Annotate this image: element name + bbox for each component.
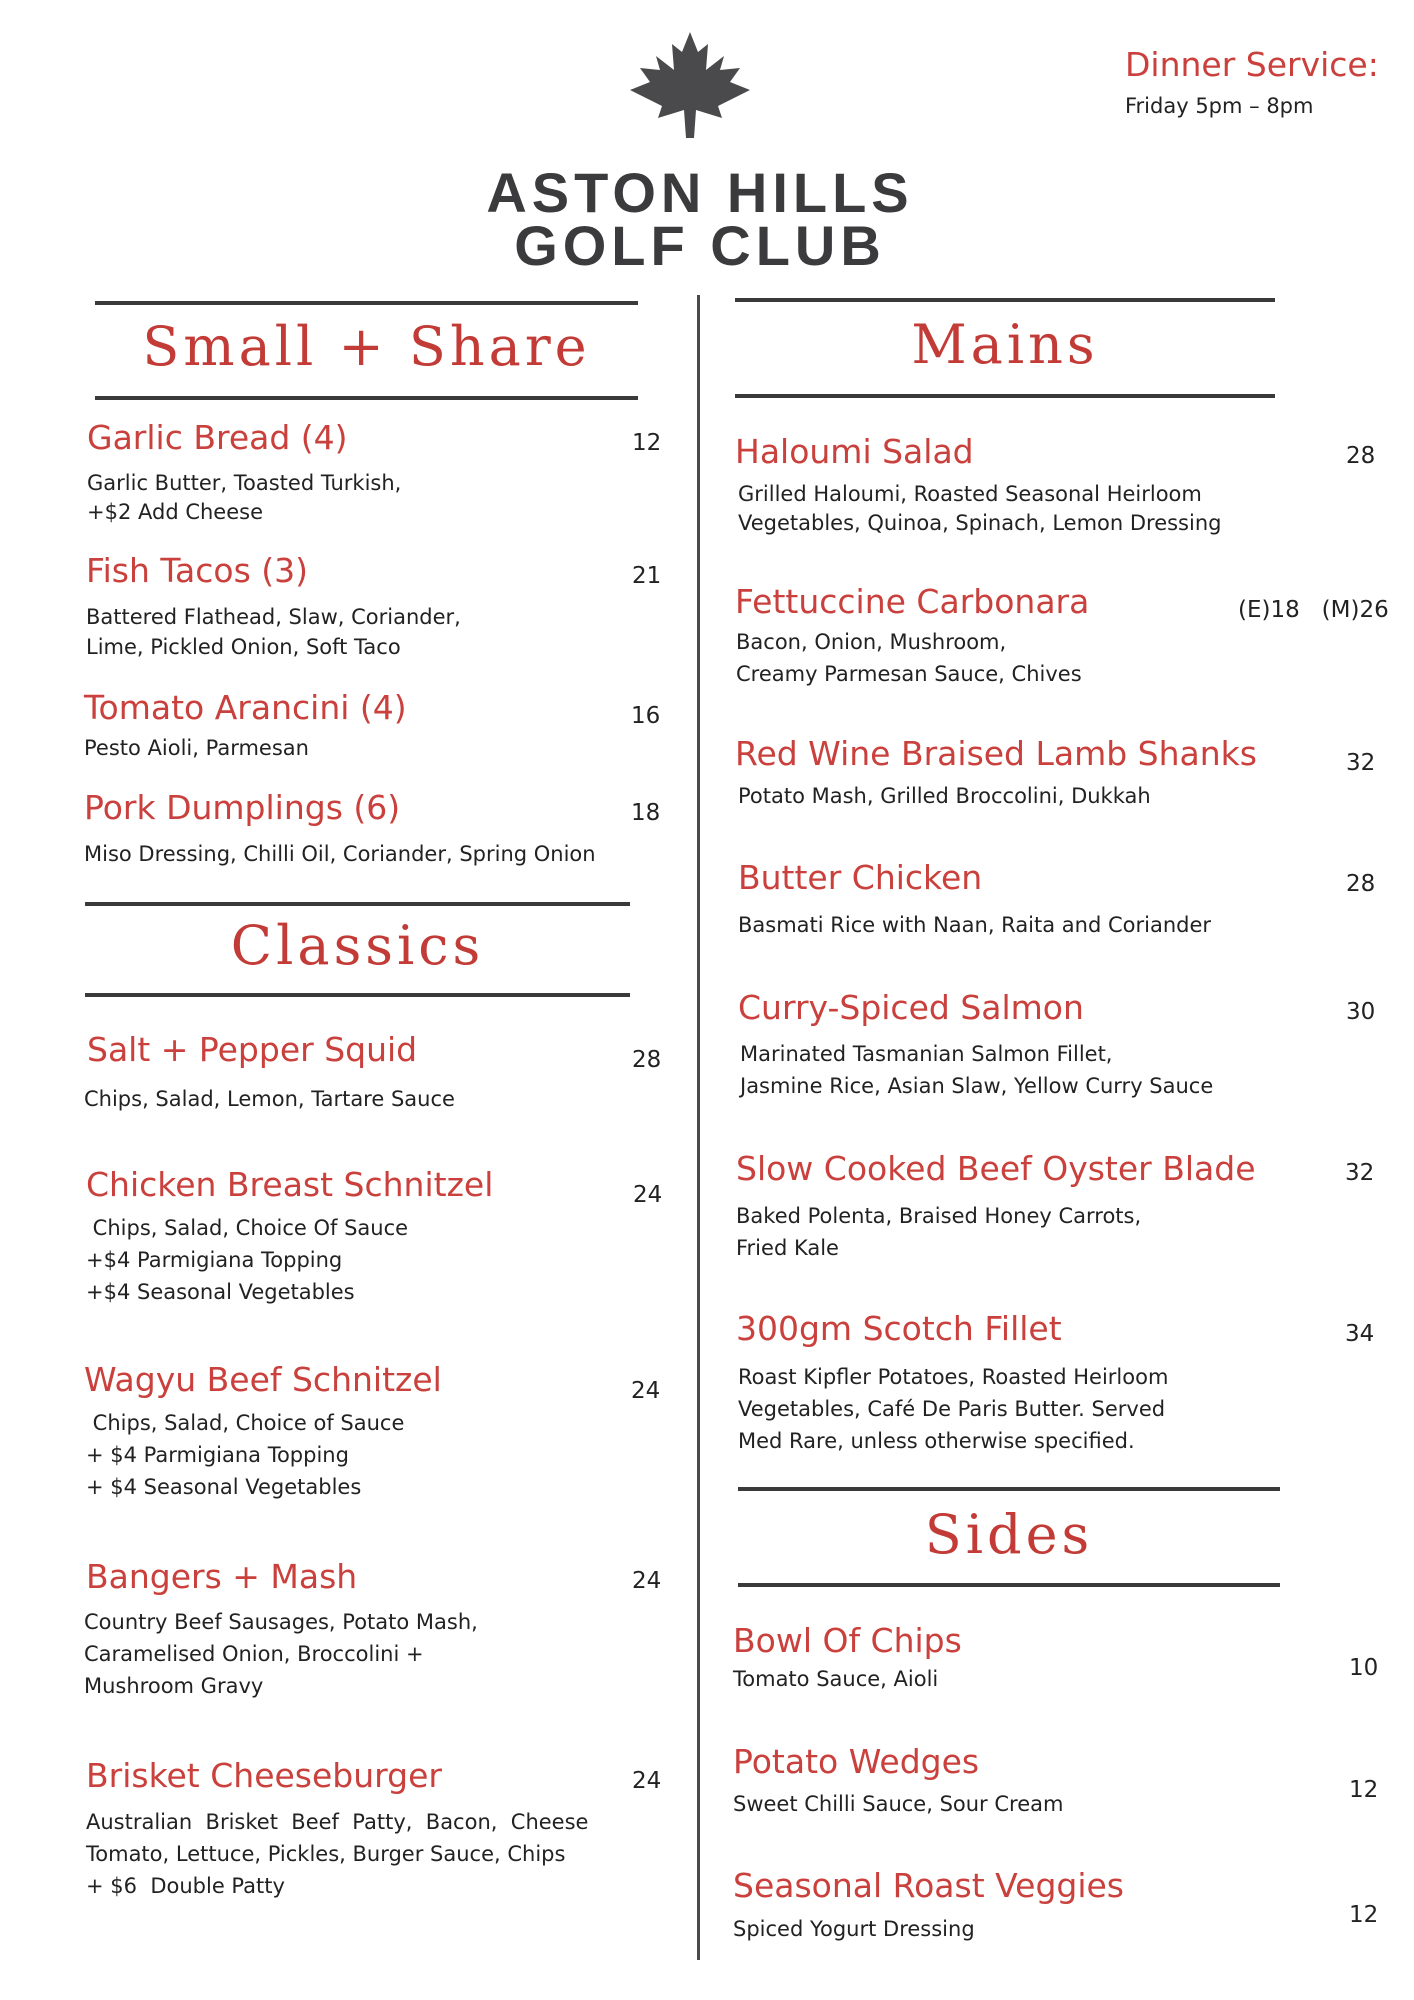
item-name: Seasonal Roast Veggies: [733, 1866, 1125, 1905]
item-name: Wagyu Beef Schnitzel: [84, 1360, 442, 1399]
item-price: 24: [633, 1182, 663, 1208]
item-desc: Chips, Salad, Choice of Sauce: [86, 1411, 405, 1435]
item-name: Brisket Cheeseburger: [86, 1756, 442, 1795]
item-desc: Vegetables, Café De Paris Butter. Served: [738, 1397, 1166, 1421]
item-desc: Garlic Butter, Toasted Turkish,: [87, 471, 402, 495]
item-desc: +$4 Seasonal Vegetables: [86, 1280, 355, 1304]
section-title-small-share: Small + Share: [142, 315, 591, 378]
item-price: (E)18 (M)26: [1238, 597, 1389, 623]
item-desc: Mushroom Gravy: [84, 1674, 264, 1698]
item-price: 28: [1346, 443, 1376, 469]
maple-leaf-icon: [620, 30, 760, 140]
item-price: 12: [1349, 1777, 1379, 1803]
section-rule: [95, 301, 638, 305]
item-price: 10: [1349, 1655, 1379, 1681]
item-name: Pork Dumplings (6): [84, 788, 401, 827]
section-title-classics: Classics: [230, 914, 485, 977]
item-name: Chicken Breast Schnitzel: [86, 1165, 494, 1204]
item-price: 28: [1346, 871, 1376, 897]
item-desc: Potato Mash, Grilled Broccolini, Dukkah: [738, 784, 1151, 808]
section-rule: [738, 1487, 1280, 1491]
item-desc: Grilled Haloumi, Roasted Seasonal Heirloom: [738, 482, 1202, 506]
item-desc: Baked Polenta, Braised Honey Carrots,: [736, 1204, 1142, 1228]
section-title-mains: Mains: [911, 313, 1099, 376]
item-desc: +$2 Add Cheese: [87, 500, 263, 524]
item-desc: Australian Brisket Beef Patty, Bacon, Cheese: [86, 1810, 589, 1834]
item-price: 32: [1345, 1160, 1375, 1186]
section-title-sides: Sides: [924, 1503, 1094, 1566]
item-desc: Lime, Pickled Onion, Soft Taco: [86, 635, 401, 659]
item-desc: Caramelised Onion, Broccolini +: [84, 1642, 424, 1666]
item-name: Curry-Spiced Salmon: [738, 988, 1084, 1027]
item-price: 32: [1346, 750, 1376, 776]
item-name: Haloumi Salad: [735, 432, 974, 471]
item-desc: + $4 Parmigiana Topping: [86, 1443, 349, 1467]
item-desc: + $6 Double Patty: [86, 1874, 285, 1898]
item-price: 24: [632, 1768, 662, 1794]
item-desc: + $4 Seasonal Vegetables: [86, 1475, 362, 1499]
section-rule: [735, 298, 1275, 302]
item-desc: Spiced Yogurt Dressing: [733, 1917, 975, 1941]
section-rule: [735, 394, 1275, 398]
club-name-line2: GOLF CLUB: [514, 214, 886, 277]
dinner-service-title: Dinner Service:: [1125, 45, 1379, 84]
item-price: 16: [631, 703, 661, 729]
item-desc: Sweet Chilli Sauce, Sour Cream: [733, 1792, 1064, 1816]
item-desc: Chips, Salad, Choice Of Sauce: [86, 1216, 409, 1240]
item-price: 30: [1346, 999, 1376, 1025]
item-desc: Tomato Sauce, Aioli: [733, 1667, 939, 1691]
item-price: 24: [632, 1568, 662, 1594]
item-price: 21: [632, 563, 662, 589]
item-desc: Jasmine Rice, Asian Slaw, Yellow Curry Sauce: [740, 1074, 1214, 1098]
item-price: 18: [631, 800, 661, 826]
item-name: Fettuccine Carbonara: [735, 582, 1090, 621]
item-desc: Tomato, Lettuce, Pickles, Burger Sauce, Chips: [86, 1842, 566, 1866]
dinner-service-hours: Friday 5pm – 8pm: [1125, 94, 1314, 118]
item-name: Potato Wedges: [733, 1742, 980, 1781]
club-name-line1: ASTON HILLS: [486, 161, 914, 224]
item-desc: Med Rare, unless otherwise specified.: [738, 1429, 1135, 1453]
item-name: Bangers + Mash: [86, 1557, 358, 1596]
item-price: 34: [1345, 1321, 1375, 1347]
item-desc: Bacon, Onion, Mushroom,: [736, 630, 1007, 654]
item-desc: Battered Flathead, Slaw, Coriander,: [86, 605, 461, 629]
section-rule: [95, 396, 638, 400]
item-name: Tomato Arancini (4): [84, 688, 407, 727]
item-name: Bowl Of Chips: [733, 1621, 962, 1660]
item-name: Butter Chicken: [738, 858, 983, 897]
item-desc: Miso Dressing, Chilli Oil, Coriander, Spring Onion: [84, 842, 596, 866]
item-desc: Basmati Rice with Naan, Raita and Coriander: [738, 913, 1212, 937]
item-desc: Creamy Parmesan Sauce, Chives: [736, 662, 1082, 686]
item-price: 28: [632, 1047, 662, 1073]
section-rule: [85, 902, 630, 906]
item-desc: Vegetables, Quinoa, Spinach, Lemon Dressing: [738, 511, 1222, 535]
column-divider: [697, 295, 700, 1960]
item-price: 12: [632, 430, 662, 456]
item-name: 300gm Scotch Fillet: [736, 1309, 1062, 1348]
section-rule: [738, 1583, 1280, 1587]
item-name: Red Wine Braised Lamb Shanks: [735, 734, 1257, 773]
item-desc: Chips, Salad, Lemon, Tartare Sauce: [84, 1087, 455, 1111]
item-name: Salt + Pepper Squid: [87, 1030, 418, 1069]
item-desc: Pesto Aioli, Parmesan: [84, 736, 309, 760]
item-name: Slow Cooked Beef Oyster Blade: [736, 1149, 1256, 1188]
item-desc: Country Beef Sausages, Potato Mash,: [84, 1610, 478, 1634]
item-desc: Roast Kipfler Potatoes, Roasted Heirloom: [738, 1365, 1169, 1389]
item-name: Garlic Bread (4): [87, 418, 348, 457]
item-price: 12: [1349, 1902, 1379, 1928]
item-desc: Marinated Tasmanian Salmon Fillet,: [740, 1042, 1113, 1066]
section-rule: [85, 993, 630, 997]
item-desc: Fried Kale: [736, 1236, 839, 1260]
item-desc: +$4 Parmigiana Topping: [86, 1248, 343, 1272]
item-name: Fish Tacos (3): [86, 551, 309, 590]
item-price: 24: [631, 1378, 661, 1404]
